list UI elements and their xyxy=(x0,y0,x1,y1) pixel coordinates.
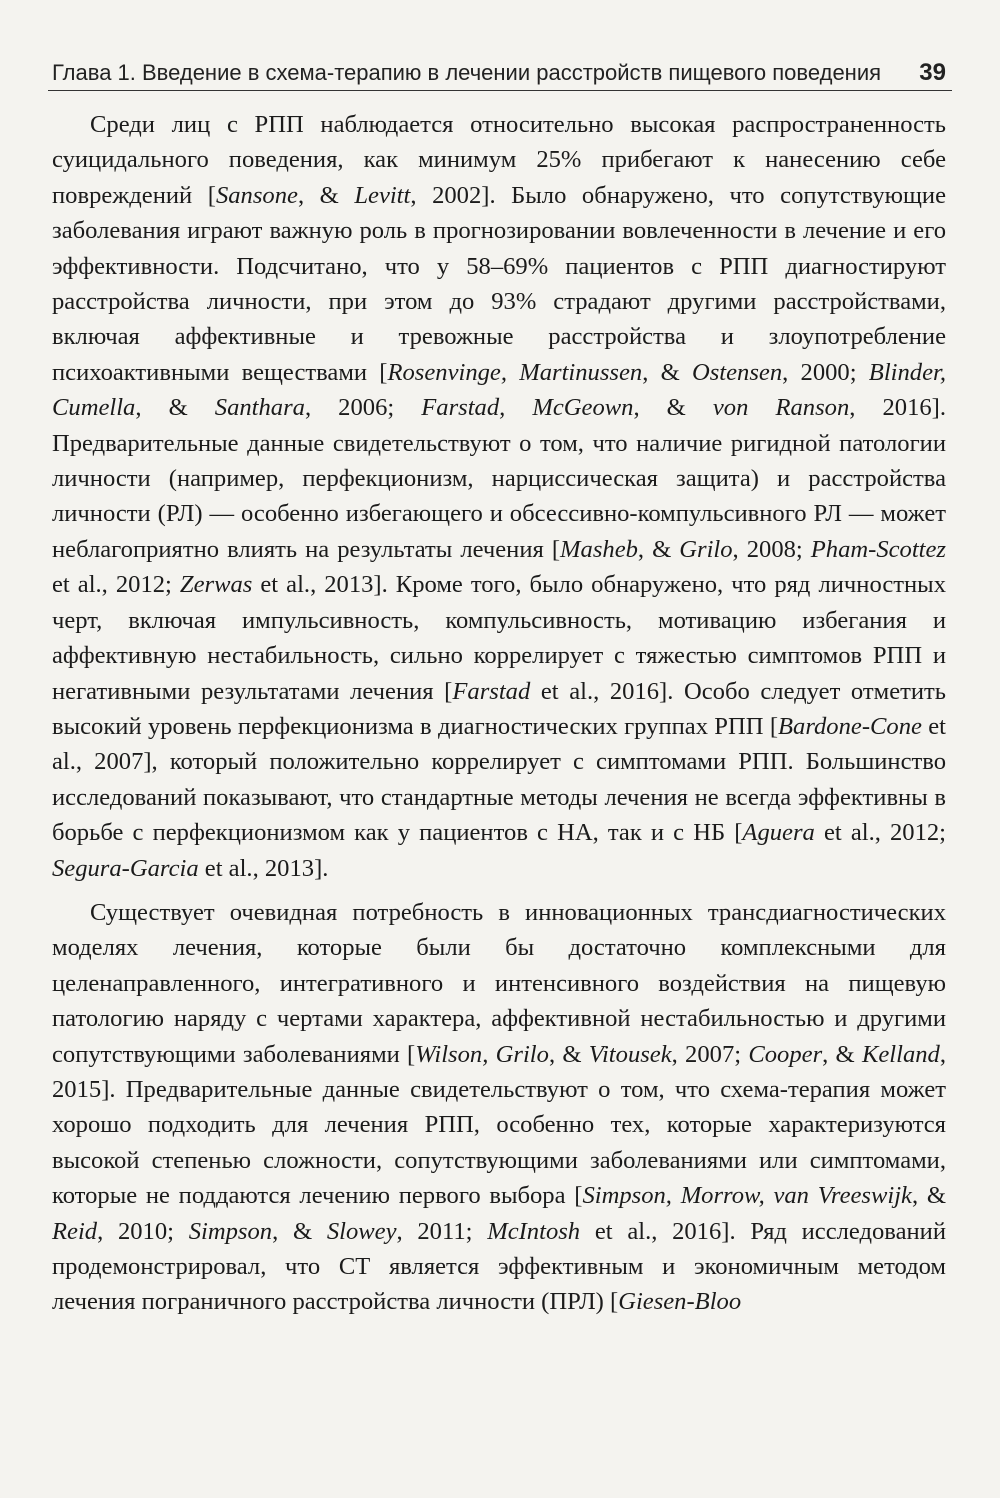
text-run: , 2007; xyxy=(671,1040,749,1068)
citation-author: von Ranson xyxy=(712,394,850,422)
citation-author: McIntosh xyxy=(487,1217,581,1245)
citation-author: Pham-Scottez xyxy=(810,535,946,563)
body-text xyxy=(48,107,952,1320)
citation-author: Simpson xyxy=(188,1217,273,1245)
citation-author: Sansone xyxy=(215,181,298,209)
text-run: , 2015]. Предварительные данные свидетельствуют о том, что схема-терапия может хорошо подходить для лечения РПП, особенно тех, которые характеризуются высокой степенью сложности, сопутствующими заболеваниями или симптомами, которые не поддаются лечению первого выбора [ xyxy=(52,1040,947,1210)
text-run: , & xyxy=(297,181,355,209)
text-run: Существует очевидная потребность в инновационных трансдиагностических моделях лечения, которые были бы достаточно комплексными для целенаправленного, интегративного и интенсивного воздействия на пищевую патологию наряду с чертами характера, аффективной нестабильностью и другими сопутствующими заболеваниями [ xyxy=(52,898,946,1068)
citation-author: Slowey xyxy=(326,1217,397,1245)
citation-author: Kelland xyxy=(861,1040,940,1068)
text-run: et al., 2013]. xyxy=(198,854,329,882)
text-run: , 2002]. Было обнаружено, что сопутствующие заболевания играют важную роль в прогнозировании вовлеченности в лечение и его эффективности. Подсчитано, что у 58–69% пациентов с РПП диагностируют расстройства личности, при этом до 93% страдают другими расстройствами, включая аффективные и тревожные расстройства и злоупотребление психоактивными веществами [ xyxy=(52,181,947,386)
citation-author: Segura-Garcia xyxy=(52,854,199,882)
citation-author: Zerwas xyxy=(179,571,253,599)
citation-author: Santhara xyxy=(214,394,305,422)
text-run: et al., 2016]. Особо следует отметить высокий уровень перфекционизма в диагностических группах РПП [ xyxy=(52,677,946,740)
text-run: et al., 2012; xyxy=(814,819,947,847)
chapter-title: Глава 1. Введение в схема-терапию в лечении расстройств пищевого поведения xyxy=(52,60,882,85)
running-header xyxy=(48,58,952,91)
text-run: , 2000; xyxy=(782,358,869,386)
text-run: , & xyxy=(822,1040,862,1068)
text-run: , & xyxy=(637,535,680,563)
text-run: , & xyxy=(642,358,692,386)
page-number: 39 xyxy=(919,59,946,86)
citation-author: Farstad xyxy=(452,677,531,705)
text-run: Среди лиц с РПП наблюдается относительно высокая распространенность суицидального поведения, как минимум 25% прибегают к нанесению себе повреждений [ xyxy=(52,111,946,209)
citation-author: Rosenvinge, Martinussen xyxy=(387,358,643,386)
citation-author: Levitt xyxy=(354,181,411,209)
text-run: , & xyxy=(633,394,713,422)
citation-author: Wilson, Grilo xyxy=(415,1040,549,1068)
citation-author: Blinder, Cumella xyxy=(52,358,946,422)
text-run: , 2010; xyxy=(97,1217,189,1245)
citation-author: Giesen-Bloo xyxy=(618,1288,742,1316)
text-run: , 2011; xyxy=(396,1217,488,1245)
text-run: , 2016]. Предварительные данные свидетельствуют о том, что наличие ригидной патологии личности (например, перфекционизм, нарциссическая защита) и расстройства личности (РЛ) — особенно избегающего и обсессивно-компульсивного РЛ — может неблагоприятно влиять на результаты лечения [ xyxy=(52,394,946,563)
citation-author: Ostensen xyxy=(691,358,783,386)
text-run: et al., 2013]. Кроме того, было обнаружено, что ряд личностных черт, включая импульсивность, компульсивность, мотивацию избегания и аффективную нестабильность, сильно коррелирует с тяжестью симптомов РПП и негативными результатами лечения [ xyxy=(52,571,946,705)
text-run: et al., 2007], который положительно коррелирует с симптомами РПП. Большинство исследований показывают, что стандартные методы лечения не всегда эффективны в борьбе с перфекционизмом как у пациентов с НА, так и с НБ [ xyxy=(52,712,946,847)
citation-author: Reid xyxy=(52,1217,98,1245)
citation-author: Aguera xyxy=(742,819,815,847)
paragraph xyxy=(52,107,946,886)
text-run: , 2008; xyxy=(732,535,811,563)
text-run: , & xyxy=(135,394,215,422)
text-run: , 2006; xyxy=(304,394,422,422)
text-run: et al., 2012; xyxy=(52,571,180,599)
citation-author: Cooper xyxy=(748,1040,823,1068)
citation-author: Bardone-Cone xyxy=(778,712,922,740)
paragraph xyxy=(52,895,946,1320)
citation-author: Vitousek xyxy=(588,1040,672,1068)
citation-author: Grilo xyxy=(679,535,733,563)
text-run: , & xyxy=(272,1217,327,1245)
citation-author: Simpson, Morrow, van Vreeswijk xyxy=(582,1182,912,1210)
citation-author: Masheb xyxy=(560,535,638,563)
citation-author: Farstad, McGeown xyxy=(421,394,634,422)
text-run: , & xyxy=(911,1182,946,1210)
text-run: et al., 2016]. Ряд исследований продемонстрировал, что СТ является эффективным и экономичным методом лечения пограничного расстройства личности (ПРЛ) [ xyxy=(52,1217,946,1316)
text-run: , & xyxy=(548,1040,589,1068)
